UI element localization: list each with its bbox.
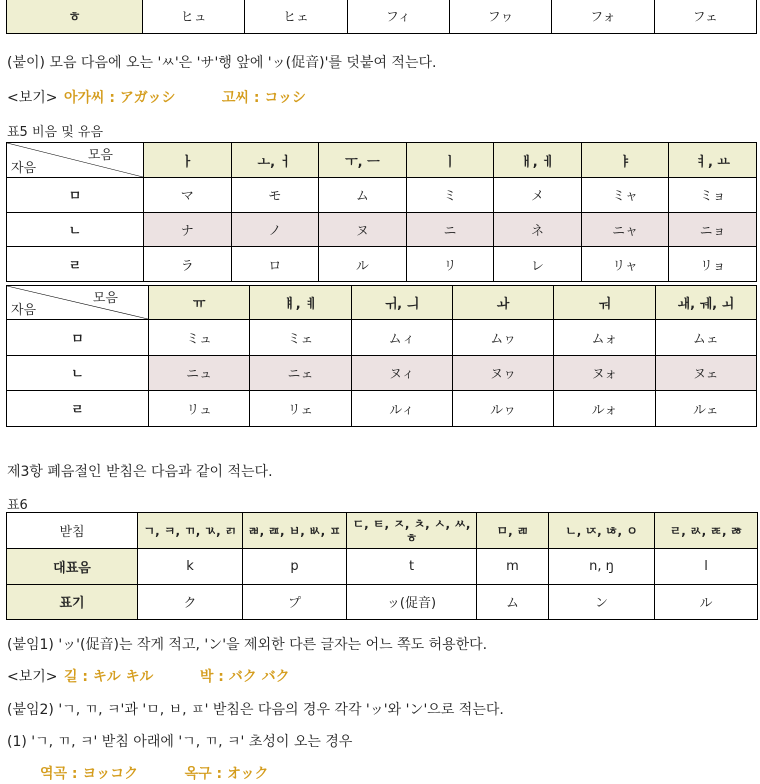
table-cell: ミ (406, 178, 494, 213)
table-cell: ミェ (250, 320, 351, 356)
table-cell: リャ (581, 247, 669, 282)
table-cell: ラ (144, 247, 232, 282)
list-item-1: (1) 'ㄱ, ㄲ, ㅋ' 받침 아래에 'ㄱ, ㄲ, ㅋ' 초성이 오는 경우 (7, 734, 353, 750)
note-2: (붙임2) 'ㄱ, ㄲ, ㅋ'과 'ㅁ, ㅂ, ㅍ' 받침은 다음의 경우 각각 'ッ'와 'ン'으로 적는다. (7, 702, 504, 718)
table-cell: l (655, 549, 758, 585)
table-cell: ムォ (554, 320, 655, 356)
table-cell: ノ (231, 212, 319, 247)
note-1: (붙임1) 'ッ'(促音)는 작게 적고, 'ン'을 제외한 다른 글자는 어느 쪽도 허용한다. (7, 637, 488, 653)
table-cell: ク (138, 584, 243, 620)
table-cell: リュ (149, 391, 250, 427)
table-cell: フォ (552, 0, 654, 34)
table-header-row (7, 143, 757, 178)
header-cell: ㅕ, ㅛ (669, 143, 757, 178)
table-cell: ン (549, 584, 655, 620)
table-cell: ミャ (581, 178, 669, 213)
header-cell: ㄼ, ㄿ, ㅂ, ㅄ, ㅍ (243, 513, 347, 549)
table-cell: ニョ (669, 212, 757, 247)
example-item: 박 : バク バク (199, 669, 290, 685)
row-header-cell: ㄹ (7, 391, 149, 427)
table-cell: ネ (494, 212, 582, 247)
header-cell: ㅁ, ㄻ (477, 513, 549, 549)
table-cell: p (243, 549, 347, 585)
table-cell: ヌィ (351, 355, 452, 391)
table-cell: ルィ (351, 391, 452, 427)
table-cell: ム (319, 178, 407, 213)
row-header-cell: 대표음 (7, 549, 138, 585)
header-cell: ㄱ, ㅋ, ㄲ, ㄳ, ㄺ (138, 513, 243, 549)
header-cell: ㅠ (149, 286, 250, 320)
table-cell: ロ (231, 247, 319, 282)
table-row (7, 247, 757, 282)
table5-part2 (6, 285, 757, 427)
table-row (7, 212, 757, 247)
example-item: 역곡 : ヨッコク (40, 766, 139, 782)
table-row (7, 549, 758, 585)
table-cell: ニェ (250, 355, 351, 391)
header-cell: ㅒ, ㅖ (250, 286, 351, 320)
table-row (7, 320, 757, 356)
corner-consonant-label: 자음 (11, 161, 37, 176)
header-cell: ㅟ, ㅢ (351, 286, 452, 320)
table-row (7, 391, 757, 427)
example-line-s (7, 87, 306, 107)
row-header-cell: ㄴ (7, 355, 149, 391)
table5-caption: 표5 비음 및 유음 (7, 125, 104, 140)
table-cell: ムヮ (452, 320, 553, 356)
header-cell: ㅑ (581, 143, 669, 178)
table-cell: ヌェ (655, 355, 756, 391)
table-header-row (7, 513, 758, 549)
row-header-cell: ㄹ (7, 247, 144, 282)
table-cell: t (347, 549, 477, 585)
table-cell: プ (243, 584, 347, 620)
example-line-2 (40, 763, 269, 783)
row-header-cell: ㅁ (7, 178, 144, 213)
table-cell: フェ (654, 0, 756, 34)
header-cell: ㅣ (406, 143, 494, 178)
table-cell: ムィ (351, 320, 452, 356)
table-cell: m (477, 549, 549, 585)
table-row (7, 355, 757, 391)
table-cell: ム (477, 584, 549, 620)
corner-vowel-label: 모음 (92, 291, 118, 306)
example-prefix: <보기> (7, 669, 58, 685)
table-cell: マ (144, 178, 232, 213)
table-row (7, 0, 757, 34)
table-cell: フヮ (449, 0, 551, 34)
table-cell: ニュ (149, 355, 250, 391)
header-cell: ㅜ, ㅡ (319, 143, 407, 178)
table-cell: ヌ (319, 212, 407, 247)
table-cell: ヒェ (245, 0, 347, 34)
table-cell: n, ŋ (549, 549, 655, 585)
row-header-cell: ㅁ (7, 320, 149, 356)
table6 (6, 512, 758, 620)
table-cell: ヌヮ (452, 355, 553, 391)
example-item: 옥구 : オック (184, 766, 269, 782)
example-line-1 (7, 666, 290, 686)
table-cell: ニャ (581, 212, 669, 247)
table-cell: ㅎ (7, 0, 143, 34)
section-3-heading: 제3항 폐음절인 받침은 다음과 같이 적는다. (7, 464, 273, 480)
row-header-cell: 표기 (7, 584, 138, 620)
table-cell: ミョ (669, 178, 757, 213)
corner-consonant-label: 자음 (11, 303, 37, 318)
table-cell: ルェ (655, 391, 756, 427)
header-cell: ㄷ, ㅌ, ㅈ, ㅊ, ㅅ, ㅆ,ㅎ (347, 513, 477, 549)
row-header-cell: 받침 (7, 513, 138, 549)
table-cell: リェ (250, 391, 351, 427)
example-item: 고씨 : コッシ (221, 90, 307, 106)
table-cell: モ (231, 178, 319, 213)
corner-vowel-label: 모음 (87, 148, 113, 163)
table-cell: ムェ (655, 320, 756, 356)
table-cell: ヒュ (143, 0, 245, 34)
header-cell: ㄴ, ㄵ, ㄶ, ㅇ (549, 513, 655, 549)
row-header-cell: ㄴ (7, 212, 144, 247)
table-cell: ッ(促音) (347, 584, 477, 620)
table-row (7, 178, 757, 213)
table-header-row (7, 286, 757, 320)
header-cell: ㅘ (452, 286, 553, 320)
corner-cell (7, 143, 144, 178)
table-cell: レ (494, 247, 582, 282)
header-cell: ㅐ, ㅔ (494, 143, 582, 178)
table-cell: ナ (144, 212, 232, 247)
table-cell: ルォ (554, 391, 655, 427)
table-cell: ミュ (149, 320, 250, 356)
header-cell: ㄹ, ㄽ, ㄾ, ㅀ (655, 513, 758, 549)
table6-caption: 표6 (7, 498, 28, 513)
example-prefix: <보기> (7, 90, 58, 106)
table-cell: ルヮ (452, 391, 553, 427)
table-cell: リョ (669, 247, 757, 282)
top-table (6, 0, 757, 34)
header-cell: ㅏ (144, 143, 232, 178)
header-cell: ㅝ (554, 286, 655, 320)
example-item: 아가씨 : アガッシ (63, 90, 176, 106)
header-cell: ㅙ, ㅞ, ㅚ (655, 286, 756, 320)
corner-cell (7, 286, 149, 320)
example-item: 길 : キル キル (63, 669, 154, 685)
table-cell: フィ (347, 0, 449, 34)
table5-part1 (6, 142, 757, 282)
table-cell: ル (655, 584, 758, 620)
table-cell: ヌォ (554, 355, 655, 391)
header-cell: ㅗ, ㅓ (231, 143, 319, 178)
table-cell: メ (494, 178, 582, 213)
table-cell: k (138, 549, 243, 585)
table-cell: ル (319, 247, 407, 282)
table-cell: ニ (406, 212, 494, 247)
table-cell: リ (406, 247, 494, 282)
note-ssang-siot: (붙이) 모음 다음에 오는 'ㅆ'은 'サ'행 앞에 'ッ(促音)'를 덧붙여 적는다. (7, 55, 437, 71)
table-row (7, 584, 758, 620)
